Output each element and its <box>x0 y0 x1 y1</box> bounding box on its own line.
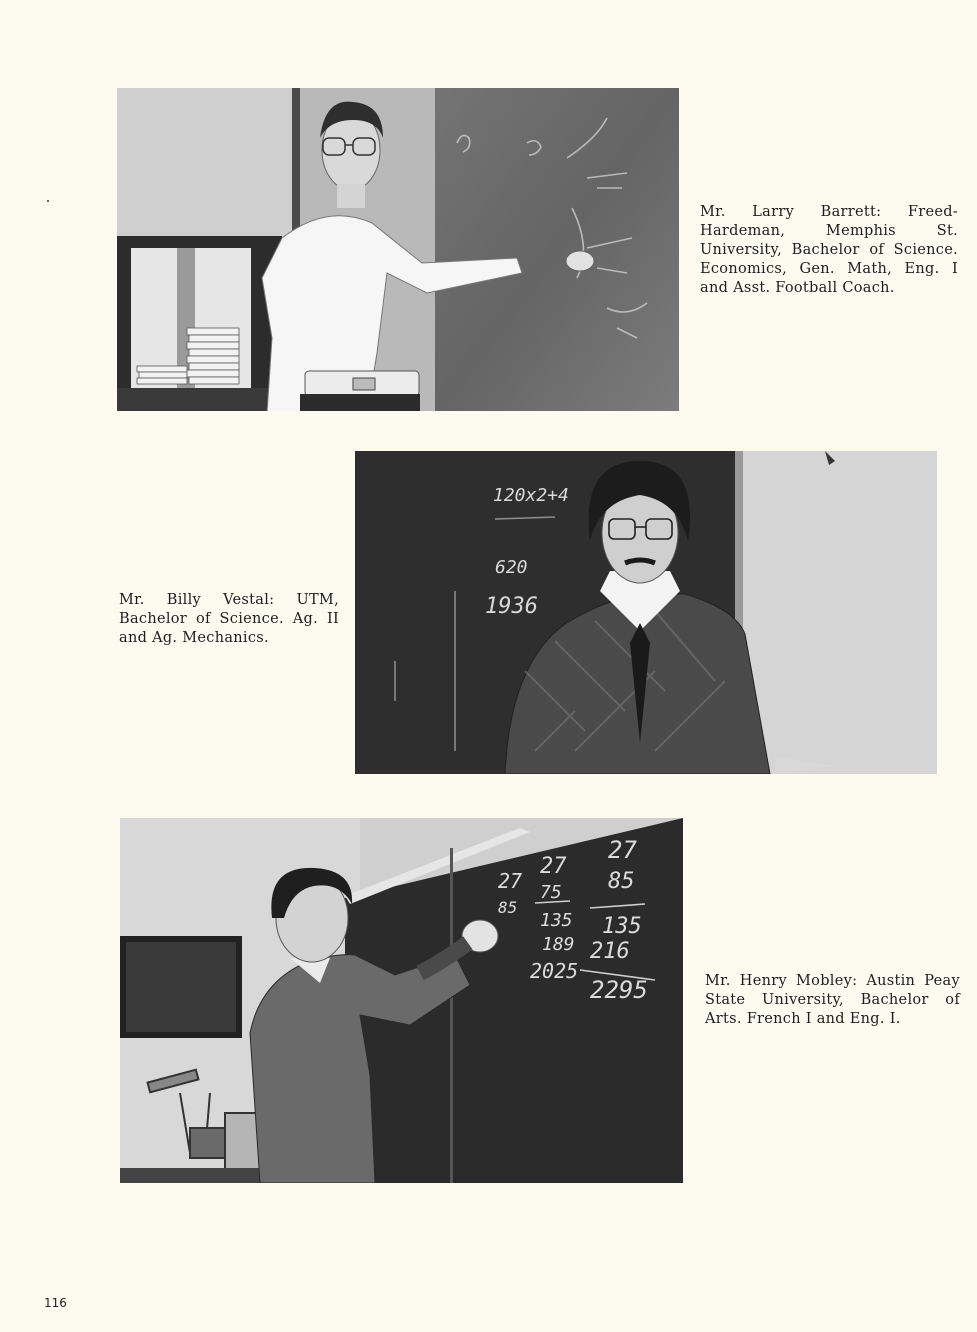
chalk-num-8: 135 <box>602 914 642 939</box>
chalk-equation-1: 120x2+4 <box>493 485 569 506</box>
chalk-num-5: 75 <box>540 882 562 903</box>
chalk-num-3: 27 <box>608 836 637 864</box>
photo-larry-barrett <box>117 88 679 411</box>
caption-billy-vestal: Mr. Billy Vestal: UTM, Bachelor of Science. Ag. II and Ag. Mechanics. <box>119 592 339 646</box>
chalk-num-2: 27 <box>540 854 567 879</box>
photo-billy-vestal <box>355 451 937 774</box>
photo-larry-barrett-image <box>117 88 679 411</box>
chalk-num-9: 189 <box>542 934 575 955</box>
chalk-num-4: 85 <box>608 869 635 894</box>
paper-speck <box>47 200 49 202</box>
chalk-num-12: 2295 <box>590 976 648 1004</box>
chalk-num-1: 27 <box>498 869 523 893</box>
chalk-equation-3: 1936 <box>485 594 538 619</box>
chalk-num-10: 216 <box>590 939 630 964</box>
chalk-num-11: 2025 <box>530 959 579 983</box>
photo-henry-mobley-image <box>120 818 683 1183</box>
chalk-equation-2: 620 <box>495 557 528 578</box>
page-number: 116 <box>44 1296 67 1310</box>
chalk-num-7: 135 <box>540 910 573 931</box>
chalk-num-6: 85 <box>498 898 518 917</box>
photo-henry-mobley <box>120 818 683 1183</box>
caption-larry-barrett: Mr. Larry Barrett: Freed-Hardeman, Memphis St. University, Bachelor of Science. Economics, Gen. Math, Eng. I and Asst. Football Coach. <box>700 204 958 296</box>
caption-henry-mobley: Mr. Henry Mobley: Austin Peay State University, Bachelor of Arts. French I and Eng. I. <box>705 973 960 1027</box>
photo-billy-vestal-image <box>355 451 937 774</box>
